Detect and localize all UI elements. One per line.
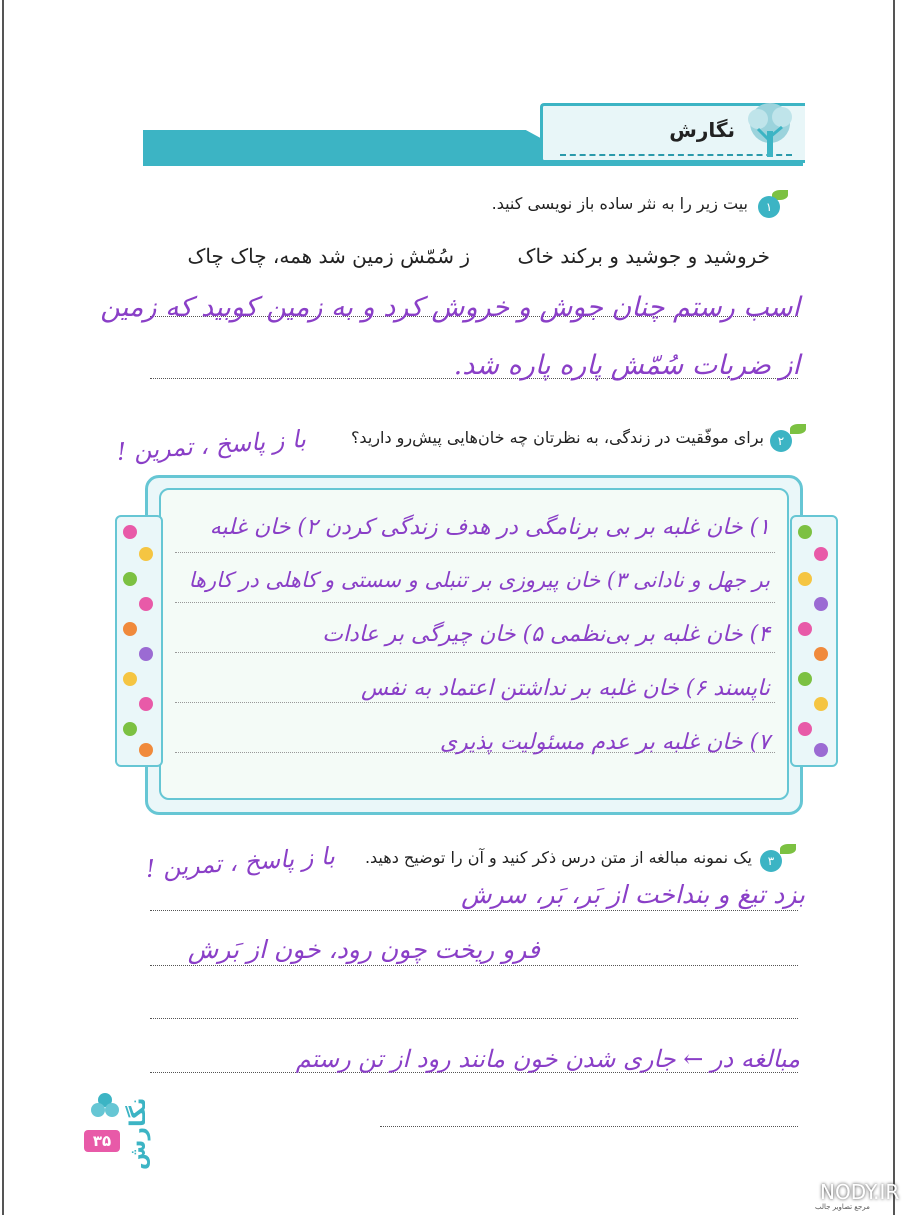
answer-line: [150, 965, 798, 966]
flower-icon: [139, 597, 153, 611]
flower-icon: [123, 525, 137, 539]
flower-border-right: [790, 515, 838, 767]
tree-icon: [738, 101, 802, 161]
flower-icon: [798, 572, 812, 586]
flower-border-left: [115, 515, 163, 767]
leaf-icon: [790, 424, 806, 434]
question-number-1: ۱: [758, 196, 780, 218]
question-1-prompt: بیت زیر را به نثر ساده باز نویسی کنید.: [491, 194, 748, 213]
answer-line: [175, 702, 775, 703]
handwritten-answer: بر جهل و نادانی ۳) خان پیروزی بر تنبلی و سستی و کاهلی در کارها: [188, 568, 770, 592]
flower-icon: [123, 672, 137, 686]
answer-line: [150, 1018, 798, 1019]
flower-icon: [139, 647, 153, 661]
book-title-vertical: نگارش: [126, 1097, 151, 1170]
flower-icon: [123, 572, 137, 586]
question-2-prompt: برای موفّقیت در زندگی، به نظرتان چه خان‌هایی پیش‌رو دارید؟: [350, 428, 764, 447]
answer-line: [150, 910, 798, 911]
handwritten-answer: ۷) خان غلبه بر عدم مسئولیت پذیری: [439, 730, 770, 755]
flower-icon: [798, 622, 812, 636]
question-number-3: ۳: [760, 850, 782, 872]
flower-icon: [798, 722, 812, 736]
handwritten-answer: از ضربات سُمّش پاره پاره شد.: [453, 350, 800, 381]
poem-left-hemistich: ز سُمّش زمین شد همه، چاک چاک: [187, 244, 470, 268]
flower-icon: [814, 597, 828, 611]
flower-icon: [798, 672, 812, 686]
answer-line: [380, 1126, 798, 1127]
page-number: ۳۵: [84, 1130, 120, 1152]
handwritten-answer: بزد تیغ و بنداخت از بَر، بَر، سرش: [461, 880, 805, 909]
watermark-logo: NODY.IR: [820, 1180, 900, 1204]
flower-icon: [814, 547, 828, 561]
question-3-prompt: یک نمونه مبالغه از متن درس ذکر کنید و آن را توضیح دهید.: [364, 848, 752, 867]
flower-icon: [123, 722, 137, 736]
answer-line: [175, 652, 775, 653]
handwritten-answer: ۱) خان غلبه بر بی برنامگی در هدف زندگی کردن ۲) خان غلبه: [209, 515, 770, 540]
handwritten-answer: فرو ریخت چون رود، خون از بَرش: [187, 935, 540, 964]
flower-icon: [90, 1092, 120, 1122]
handwritten-answer: ناپسند ۶) خان غلبه بر نداشتن اعتماد به نفس: [361, 676, 770, 701]
flower-icon: [139, 743, 153, 757]
question-number-2: ۲: [770, 430, 792, 452]
handwritten-side-note: با ز پاسخ ، تمرین !: [115, 424, 307, 466]
flower-icon: [139, 697, 153, 711]
flower-icon: [123, 622, 137, 636]
answer-line: [175, 602, 775, 603]
flower-icon: [139, 547, 153, 561]
handwritten-answer: ۴) خان غلبه بر بی‌نظمی ۵) خان چیرگی بر عادات: [322, 622, 770, 647]
flower-icon: [814, 647, 828, 661]
handwritten-side-note: با ز پاسخ ، تمرین !: [144, 841, 336, 883]
watermark-subtitle: مرجع تصاویر جالب: [815, 1203, 870, 1211]
section-title: نگارش: [669, 118, 735, 142]
handwritten-answer: مبالغه در ← جاری شدن خون مانند رود از تن رستم: [295, 1045, 800, 1073]
flower-icon: [814, 697, 828, 711]
flower-icon: [814, 743, 828, 757]
flower-icon: [798, 525, 812, 539]
poem-right-hemistich: خروشید و جوشید و برکند خاک: [517, 244, 770, 268]
answer-line: [175, 552, 775, 553]
handwritten-answer: اسب رستم چنان جوش و خروش کرد و به زمین کوبید که زمین: [100, 292, 800, 323]
leaf-icon: [780, 844, 796, 854]
